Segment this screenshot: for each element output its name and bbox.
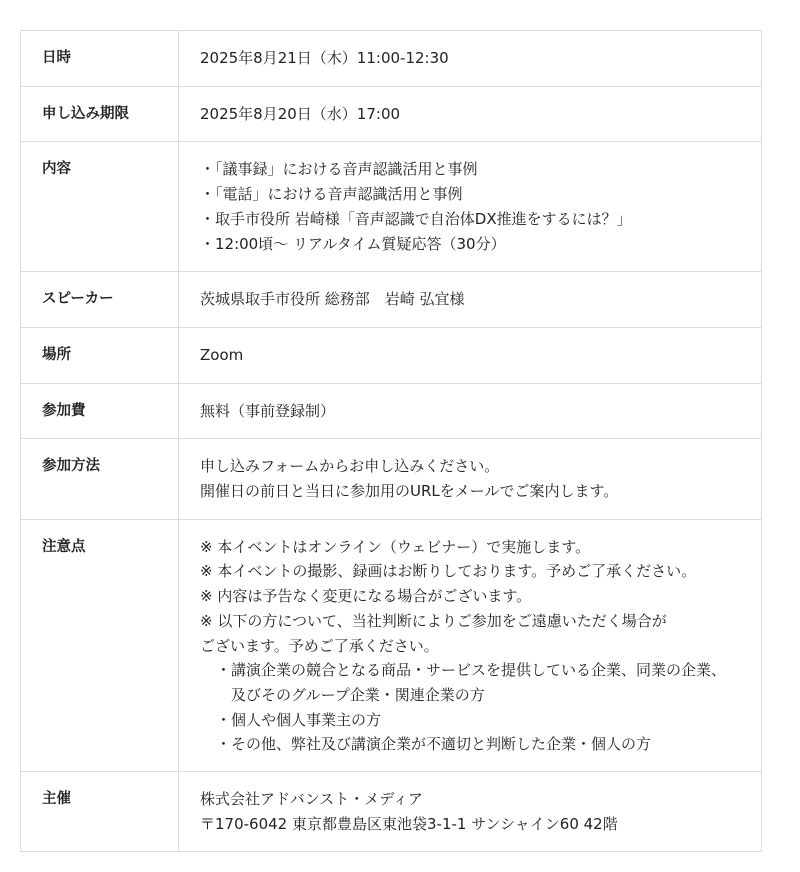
row-venue xyxy=(21,327,762,383)
organizer-address: 〒170-6042 東京都豊島区東池袋3-1-1 サンシャイン60 42階 xyxy=(200,814,618,833)
content-item: ・「議事録」における音声認識活用と事例 xyxy=(200,160,478,179)
notes-subitem: ・講演企業の競合となる商品・サービスを提供している企業、同業の企業、 xyxy=(216,661,727,680)
datetime-text: 2025年8月21日（木）11:00-12:30 xyxy=(200,49,449,67)
speaker-text: 茨城県取手市役所 総務部 岩崎 弘宜様 xyxy=(200,290,465,309)
speaker-value xyxy=(179,272,762,328)
how-to-join-value xyxy=(179,439,762,519)
datetime-label: 日時 xyxy=(21,31,179,87)
notes-item: ※ 本イベントはオンライン（ウェビナー）で実施します。 xyxy=(200,537,591,556)
datetime-value xyxy=(179,31,762,87)
row-how-to-join xyxy=(21,439,762,519)
notes-subitem: ・個人や個人事業主の方 xyxy=(216,710,382,729)
event-details-table xyxy=(20,30,762,852)
row-fee xyxy=(21,383,762,439)
row-notes xyxy=(21,519,762,771)
content-value xyxy=(179,142,762,272)
notes-item: ※ 内容は予告なく変更になる場合がございます。 xyxy=(200,587,532,606)
content-label: 内容 xyxy=(21,142,179,272)
notes-item: ※ 以下の方について、当社判断によりご参加をご遠慮いただく場合が xyxy=(200,611,667,630)
how-to-join-text: 開催日の前日と当日に参加用のURLをメールでご案内します。 xyxy=(200,482,619,501)
row-deadline xyxy=(21,86,762,142)
content-item: ・「電話」における音声認識活用と事例 xyxy=(200,185,463,204)
content-item: ・12:00頃〜 リアルタイム質疑応答（30分） xyxy=(200,234,506,253)
content-item: ・取手市役所 岩崎様「音声認識で自治体DX推進をするには？」 xyxy=(200,209,632,228)
deadline-value xyxy=(179,86,762,142)
notes-label: 注意点 xyxy=(21,519,179,771)
deadline-text: 2025年8月20日（水）17:00 xyxy=(200,104,401,123)
how-to-join-text: 申し込みフォームからお申し込みください。 xyxy=(200,457,500,476)
venue-value xyxy=(179,327,762,383)
notes-item: ※ 本イベントの撮影、録画はお断りしております。予めご了承ください。 xyxy=(200,562,697,581)
notes-value xyxy=(179,519,762,771)
row-organizer xyxy=(21,772,762,852)
fee-value xyxy=(179,383,762,439)
row-datetime xyxy=(21,31,762,87)
row-speaker xyxy=(21,272,762,328)
organizer-label: 主催 xyxy=(21,772,179,852)
notes-subitem: 及びそのグループ企業・関連企業の方 xyxy=(231,685,485,704)
notes-subitem: ・その他、弊社及び講演企業が不適切と判断した企業・個人の方 xyxy=(216,735,652,754)
fee-text: 無料（事前登録制） xyxy=(200,401,336,420)
venue-text: Zoom xyxy=(200,345,244,364)
organizer-value xyxy=(179,772,762,852)
how-to-join-label: 参加方法 xyxy=(21,439,179,519)
deadline-label: 申し込み期限 xyxy=(21,86,179,142)
row-content xyxy=(21,142,762,272)
notes-item: ございます。予めご了承ください。 xyxy=(200,636,439,655)
organizer-name: 株式会社アドバンスト・メディア xyxy=(200,790,424,809)
fee-label: 参加費 xyxy=(21,383,179,439)
speaker-label: スピーカー xyxy=(21,272,179,328)
venue-label: 場所 xyxy=(21,327,179,383)
